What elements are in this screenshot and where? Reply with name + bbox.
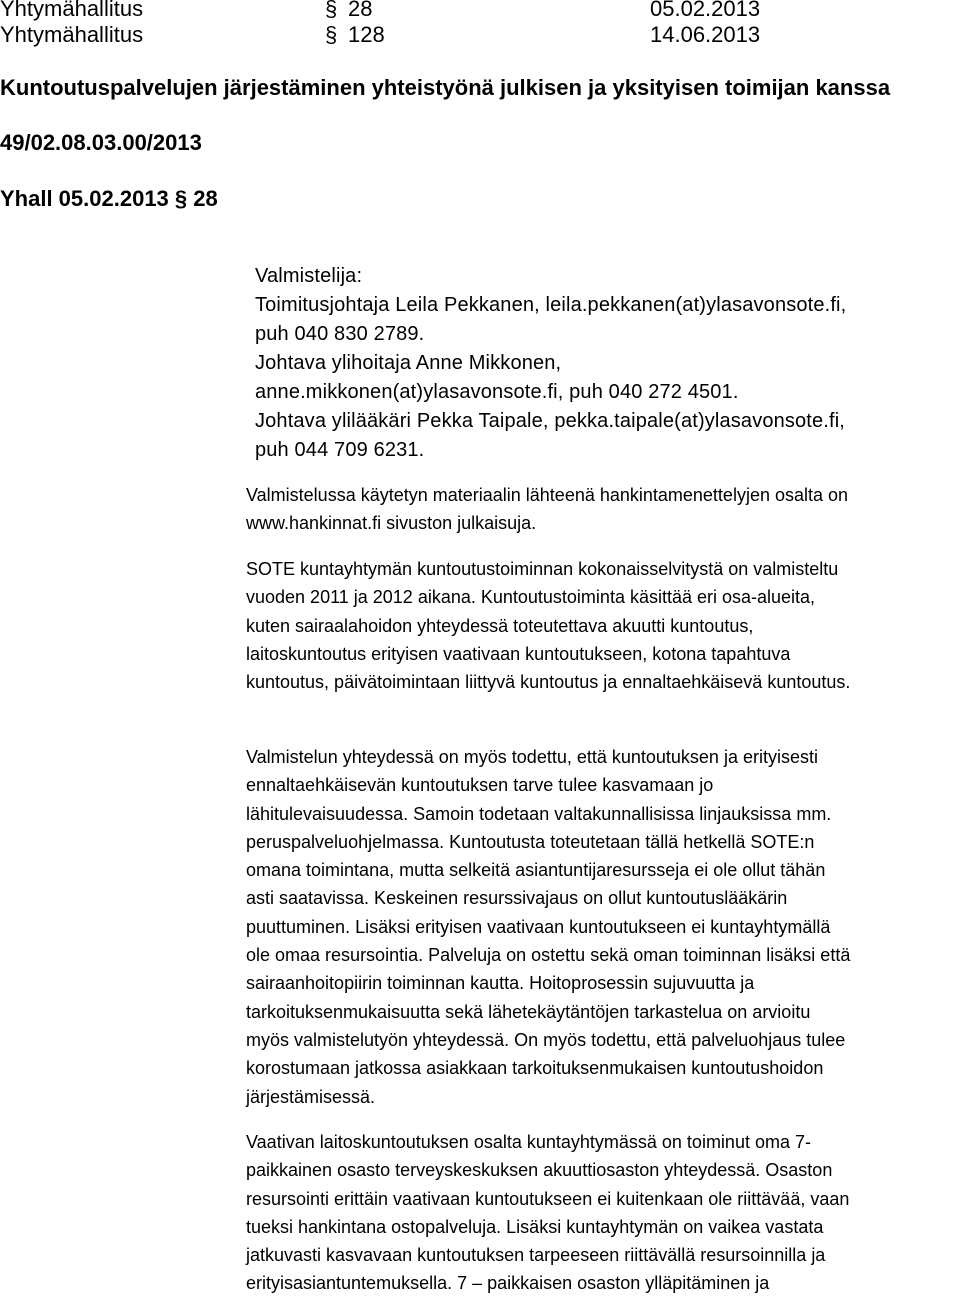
- section-number: 28: [348, 0, 373, 21]
- paragraph-line: jatkuvasti kasvavaan kuntoutuksen tarpeeseen riittävällä resursoinnilla ja: [246, 1245, 826, 1266]
- preparer-line: puh 040 830 2789.: [255, 323, 425, 345]
- paragraph-line: Vaativan laitoskuntoutuksen osalta kuntayhtymässä on toiminut oma 7-: [246, 1132, 811, 1152]
- paragraph-findings: [246, 743, 958, 1111]
- paragraph-line: ennaltaehkäisevän kuntoutuksen tarve tulee kasvamaan jo: [246, 775, 714, 796]
- paragraph-line: tueksi hankintana ostopalveluja. Lisäksi kuntayhtymän on vaikea vastata: [246, 1216, 824, 1237]
- meeting-body: Yhtymähallitus: [0, 22, 144, 47]
- preparer-line: Johtava ylilääkäri Pekka Taipale, pekka.taipale(at)ylasavonsote.fi,: [255, 410, 846, 432]
- section-symbol: §: [325, 0, 338, 21]
- paragraph-line: SOTE kuntayhtymän kuntoutustoiminnan kokonaisselvitystä on valmisteltu: [246, 559, 839, 579]
- preparer-line: Johtava ylihoitaja Anne Mikkonen,: [255, 352, 562, 374]
- paragraph-overview: [246, 555, 958, 696]
- paragraph-line: myös valmistelutyön yhteydessä. On myös todettu, että palveluohjaus tulee: [246, 1029, 846, 1050]
- paragraph-line: asti saatavissa. Keskeinen resurssivajaus on ollut kuntoutuslääkärin: [246, 888, 788, 909]
- paragraph-line: resursointi erittäin vaativaan kuntoutukseen ei kuitenkaan ole riittävää, vaan: [246, 1188, 850, 1209]
- paragraph-line: puuttuminen. Lisäksi erityisen vaativaan kuntoutukseen ei kuntayhtymällä: [246, 916, 831, 937]
- section-number: 128: [348, 22, 385, 47]
- paragraph-line: Valmistelussa käytetyn materiaalin lähteenä hankintamenettelyjen osalta on: [246, 485, 849, 505]
- paragraph-line: peruspalveluohjelmassa. Kuntoutusta toteutetaan tällä hetkellä SOTE:n: [246, 831, 815, 852]
- meeting-date: 05.02.2013: [650, 0, 761, 21]
- paragraph-inpatient-rehab: [246, 1128, 958, 1298]
- paragraph-line: ole omaa resursointia. Palveluja on ostettu sekä oman toiminnan lisäksi että: [246, 945, 851, 966]
- paragraph-line: erityisasiantuntemuksella. 7 – paikkaisen osaston ylläpitäminen ja: [246, 1273, 770, 1294]
- meeting-body: Yhtymähallitus: [0, 0, 144, 21]
- preparer-line: puh 044 709 6231.: [255, 439, 425, 461]
- paragraph-line: tarkoituksenmukaisuutta sekä lähetekäytäntöjen tarkastelua on arvioitu: [246, 1001, 811, 1022]
- paragraph-line: korostumaan jatkossa asiakkaan tarkoituksenmukaisen kuntoutushoidon: [246, 1058, 824, 1079]
- case-code: 49/02.08.03.00/2013: [0, 130, 202, 155]
- previous-reference: Yhall 05.02.2013 § 28: [0, 186, 218, 211]
- paragraph-line: Valmistelun yhteydessä on myös todettu, että kuntoutuksen ja erityisesti: [246, 747, 818, 767]
- paragraph-line: kuten sairaalahoidon yhteydessä toteutettava akuutti kuntoutus,: [246, 615, 754, 636]
- preparer-heading: Valmistelija:: [255, 265, 363, 287]
- preparer-line: anne.mikkonen(at)ylasavonsote.fi, puh 040 272 4501.: [255, 381, 739, 403]
- paragraph-line: vuoden 2011 ja 2012 aikana. Kuntoutustoiminta käsittää eri osa-alueita,: [246, 587, 816, 608]
- section-symbol: §: [325, 22, 338, 47]
- meeting-date: 14.06.2013: [650, 22, 761, 47]
- paragraph-line: kuntoutus, päivätoimintaan liittyvä kuntoutus ja ennaltaehkäisevä kuntoutus.: [246, 672, 851, 693]
- paragraph-line: paikkainen osasto terveyskeskuksen akuuttiosaston yhteydessä. Osaston: [246, 1160, 833, 1181]
- document-title: Kuntoutuspalvelujen järjestäminen yhteistyönä julkisen ja yksityisen toimijan kanssa: [0, 75, 891, 100]
- paragraph-line: järjestämisessä.: [246, 1086, 376, 1107]
- paragraph-line: www.hankinnat.fi sivuston julkaisuja.: [246, 513, 537, 534]
- paragraph-line: lähitulevaisuudessa. Samoin todetaan valtakunnallisissa linjauksissa mm.: [246, 803, 832, 824]
- preparer-line: Toimitusjohtaja Leila Pekkanen, leila.pekkanen(at)ylasavonsote.fi,: [255, 294, 847, 316]
- preparer-block: [255, 262, 960, 465]
- paragraph-line: laitoskuntoutus erityisen vaativaan kuntoutukseen, kotona tapahtuva: [246, 643, 791, 664]
- paragraph-line: omana toimintana, mutta selkeitä asiantuntijaresursseja ei ole ollut tähän: [246, 860, 826, 881]
- paragraph-line: sairaanhoitopiirin toiminnan kautta. Hoitoprosessin sujuvuutta ja: [246, 973, 755, 994]
- paragraph-sources: [246, 481, 958, 538]
